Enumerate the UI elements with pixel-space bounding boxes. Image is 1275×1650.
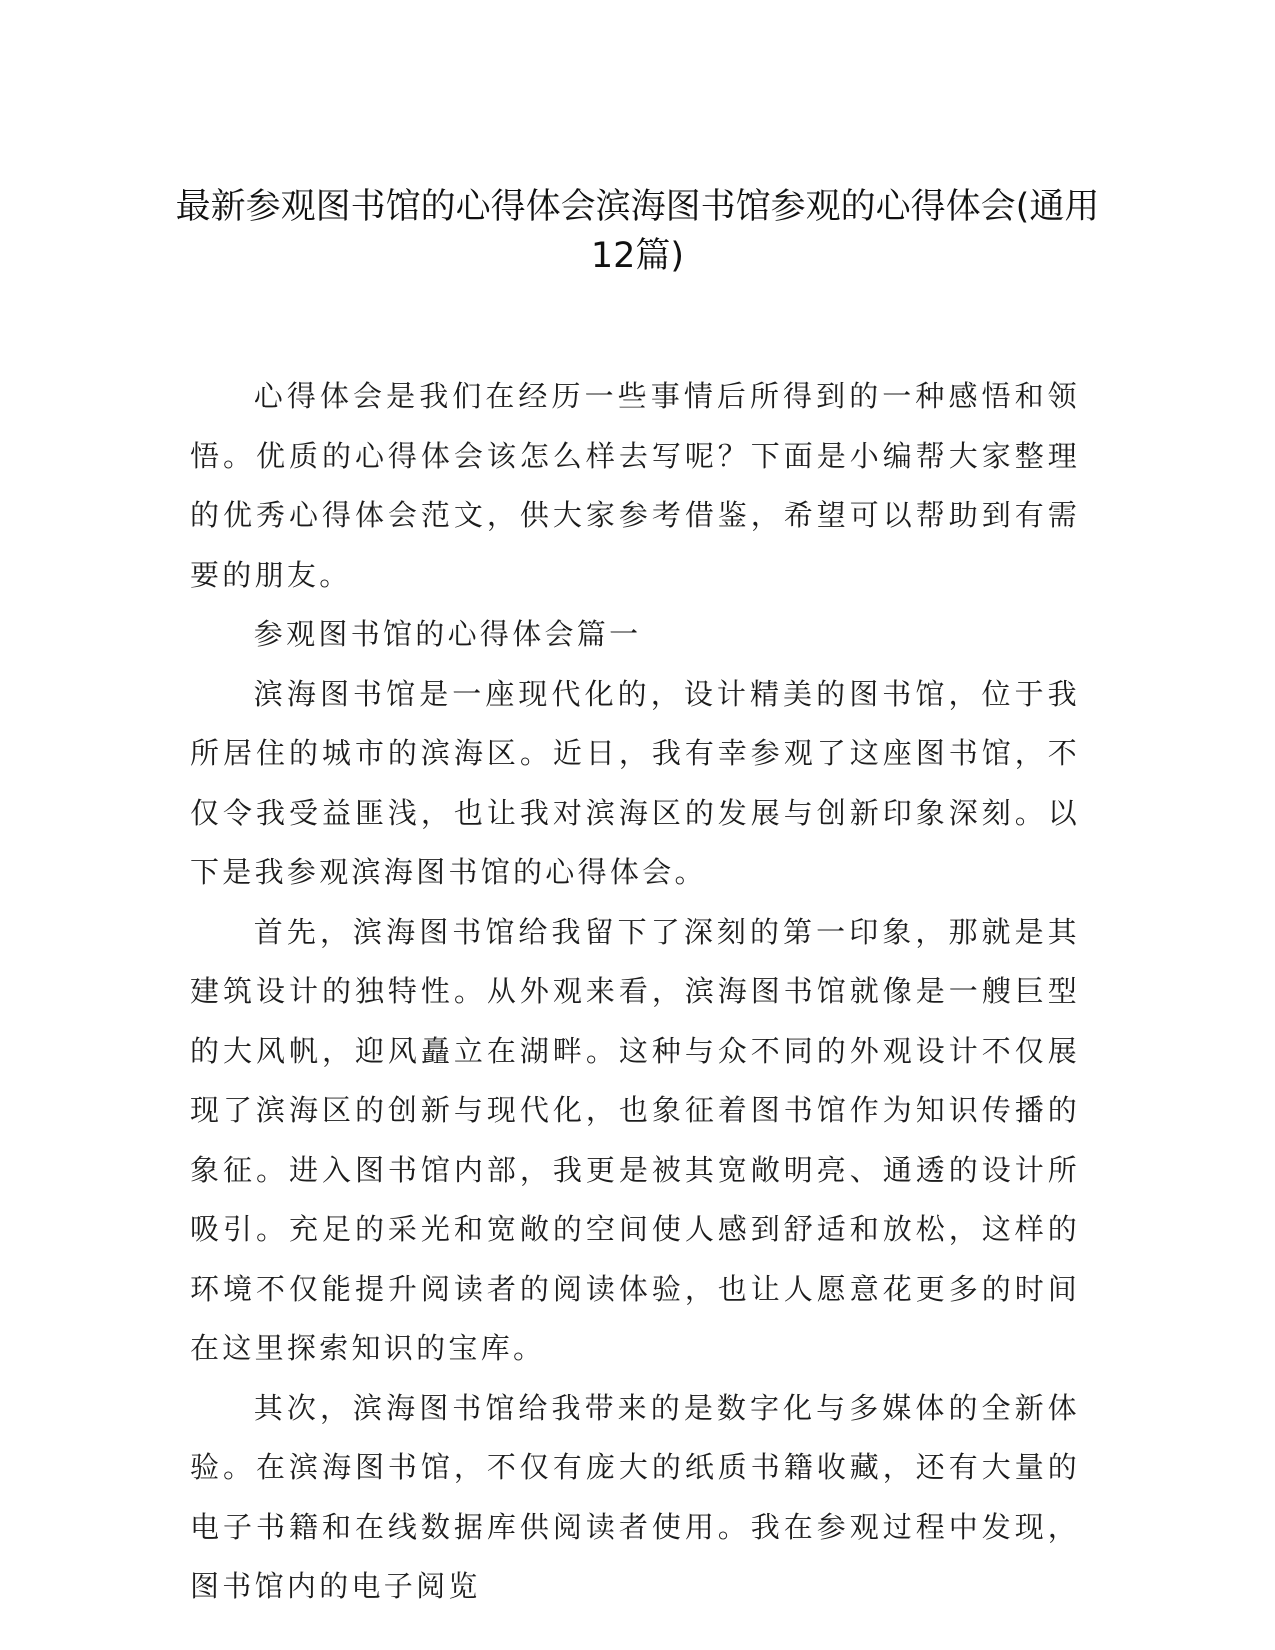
body-paragraph: 首先，滨海图书馆给我留下了深刻的第一印象，那就是其建筑设计的独特性。从外观来看，滨海图书馆就像是一艘巨型的大风帆，迎风矗立在湖畔。这种与众不同的外观设计不仅展现了滨海区的创新与现代化，也象征着图书馆作为知识传播的象征。进入图书馆内部，我更是被其宽敞明亮、通透的设计所吸引。充足的采光和宽敞的空间使人感到舒适和放松，这样的环境不仅能提升阅读者的阅读体验，也让人愿意花更多的时间在这里探索知识的宝库。 <box>190 914 1080 1365</box>
section-heading: 参观图书馆的心得体会篇一 <box>253 617 642 651</box>
title-line-1: 最新参观图书馆的心得体会滨海图书馆参观的心得体会(通用 <box>175 187 1100 227</box>
document-title <box>150 183 1125 281</box>
body-paragraph: 其次，滨海图书馆给我带来的是数字化与多媒体的全新体验。在滨海图书馆，不仅有庞大的纸质书籍收藏，还有大量的电子书籍和在线数据库供阅读者使用。我在参观过程中发现，图书馆内的电子阅览 <box>190 1390 1080 1603</box>
title-line-2: 12篇) <box>590 236 685 276</box>
body-paragraph: 滨海图书馆是一座现代化的，设计精美的图书馆，位于我所居住的城市的滨海区。近日，我有幸参观了这座图书馆，不仅令我受益匪浅，也让我对滨海区的发展与创新印象深刻。以下是我参观滨海图书馆的心得体会。 <box>190 676 1080 889</box>
intro-paragraph: 心得体会是我们在经历一些事情后所得到的一种感悟和领悟。优质的心得体会该怎么样去写呢？下面是小编帮大家整理的优秀心得体会范文，供大家参考借鉴，希望可以帮助到有需要的朋友。 <box>190 379 1080 592</box>
document-body <box>190 367 1080 1617</box>
